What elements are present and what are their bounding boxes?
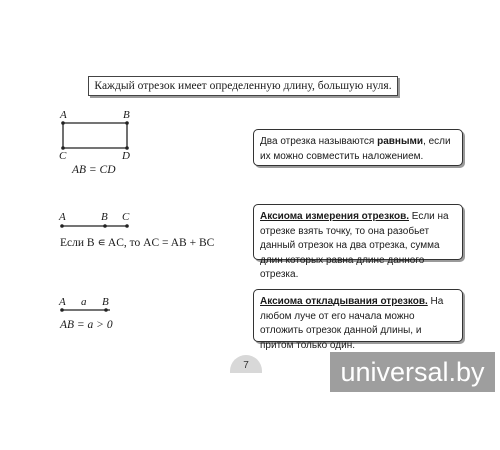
- point-a3: [60, 308, 64, 312]
- label-b1: B: [123, 109, 130, 121]
- top-note: Каждый отрезок имеет определенную длину, большую нуля.: [88, 76, 398, 96]
- axiom-body: Если на отрезке взять точку, то она разобьет данный отрезок на два отрезка, сумма длин которых равна длине данного отрезка.: [260, 211, 449, 280]
- length-positive: AB = a > 0: [60, 319, 113, 331]
- label-a3: A: [59, 296, 66, 308]
- definition-text-end: , если их можно совместить наложением.: [260, 136, 451, 162]
- axiom-title: Аксиома измерения отрезков.: [260, 211, 409, 222]
- label-b3: B: [102, 296, 109, 308]
- label-d1: D: [122, 150, 130, 162]
- point-a2: [60, 224, 64, 228]
- axiom-title: Аксиома откладывания отрезков.: [260, 296, 428, 307]
- measurement-axiom: [253, 204, 463, 280]
- point-b2: [103, 224, 107, 228]
- equality-ab-cd: AB = CD: [72, 164, 116, 176]
- definition-text-start: Два отрезка называются: [260, 136, 378, 147]
- label-a1: A: [60, 109, 67, 121]
- segment-sum-rule: Если B ∊ AC, то AC = AB + BC: [60, 237, 215, 249]
- equal-segments-definition: [253, 129, 463, 166]
- label-a2: A: [59, 211, 66, 223]
- label-b2: B: [101, 211, 108, 223]
- axiom-body: На любом луче от его начала можно отложить отрезок данной длины, и притом только один.: [260, 296, 444, 351]
- label-c2: C: [122, 211, 130, 223]
- label-length-a: a: [81, 296, 87, 308]
- definition-term: равными: [377, 136, 424, 147]
- label-c1: C: [59, 150, 67, 162]
- point-a1: [61, 121, 65, 125]
- laying-off-axiom: [253, 289, 463, 351]
- point-c2: [125, 224, 129, 228]
- page-number: 7: [230, 355, 262, 373]
- watermark: universal.by: [330, 352, 495, 392]
- point-b3: [104, 308, 108, 312]
- point-b1: [125, 121, 129, 125]
